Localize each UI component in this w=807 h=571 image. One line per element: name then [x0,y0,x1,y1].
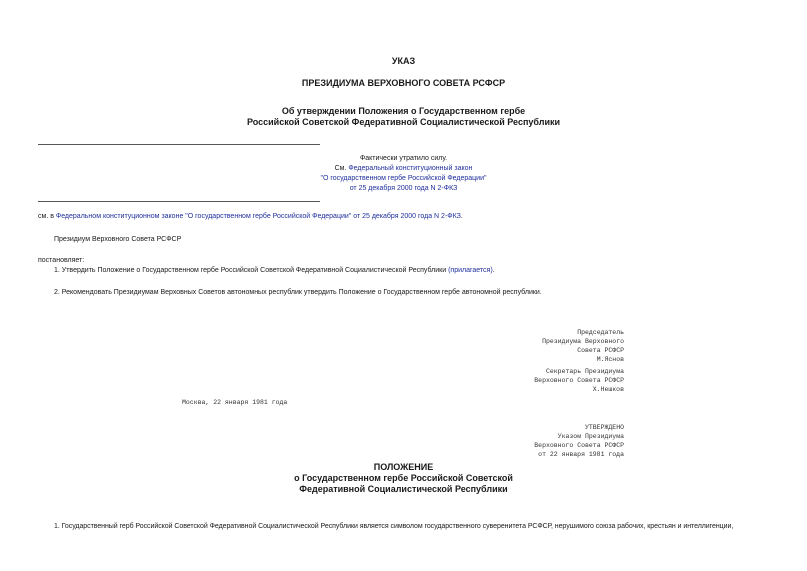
item-1 [54,267,495,274]
chair-line-3: Совета РСФСР [577,347,624,354]
notice-status: Фактически утратило силу. [359,155,448,162]
subject-line-2: Российской Советской Федеративной Социалистической Республики [246,117,561,127]
secretary-line-2: Верховного Совета РСФСР [534,377,624,384]
place-date: Москва, 22 января 1981 года [182,399,288,406]
notice-see-label: См. [334,165,349,172]
chair-line-2: Президиума Верховного [542,338,624,345]
secretary-name: Х.Нешков [592,386,624,393]
federal-law-link[interactable]: Федеральный конституционный закон [348,165,473,172]
regulation-title: ПОЛОЖЕНИЕ [373,462,434,472]
resolves-text: постановляет: [38,257,85,264]
approval-line-1: УТВЕРЖДЕНО [584,424,624,431]
item-2: 2. Рекомендовать Президиумам Верховных Советов автономных республик утвердить Положение о Государственном гербе автономной республики. [54,289,542,296]
approval-block [534,423,624,459]
chair-name: М.Яснов [596,356,624,363]
notice-law-line-2[interactable]: "О государственном гербе Российской Федерации" [320,175,487,182]
divider-top [38,144,320,145]
see-also-prefix: см. в [38,213,56,220]
secretary-signature [534,367,624,394]
notice-law-line-1 [0,165,807,172]
approval-line-3: Верховного Совета РСФСР [534,442,624,449]
decree-heading: УКАЗ [391,56,416,66]
secretary-line-1: Секретарь Президиума [545,368,624,375]
item-1-end: . [492,267,495,274]
regulation-subtitle-2: Федеративной Социалистической Республики [299,484,508,494]
see-also-link[interactable]: Федеральном конституционном законе "О государственном гербе Российской Федерации" от 25 декабря 2000 года N 2-ФКЗ [55,213,461,220]
approval-line-4: от 22 января 1981 года [538,451,624,458]
notice-law-line-3[interactable]: от 25 декабря 2000 года N 2-ФКЗ [349,185,458,192]
see-also-suffix: . [460,213,463,220]
see-also-line [38,213,463,220]
chair-line-1: Председатель [577,329,624,336]
chair-signature [542,328,624,364]
item-1-text: 1. Утвердить Положение о Государственном гербе Российской Советской Федеративной Социалистической Республики [54,267,449,274]
regulation-subtitle-1: о Государственном гербе Российской Советской [294,473,513,483]
approval-line-2: Указом Президиума [557,433,624,440]
attached-link[interactable]: (прилагается) [448,267,493,274]
actor-text: Президиум Верховного Совета РСФСР [54,236,182,243]
subject-line-1: Об утверждении Положения о Государственном гербе [281,106,526,116]
presidium-heading: ПРЕЗИДИУМА ВЕРХОВНОГО СОВЕТА РСФСР [301,78,506,88]
regulation-paragraph-1: 1. Государственный герб Российской Советской Федеративной Социалистической Республики является символом государственного суверенитета РСФСР, нерушимого союза рабочих, крестьян и интеллигенции, [54,523,734,530]
divider-bottom [38,201,320,202]
